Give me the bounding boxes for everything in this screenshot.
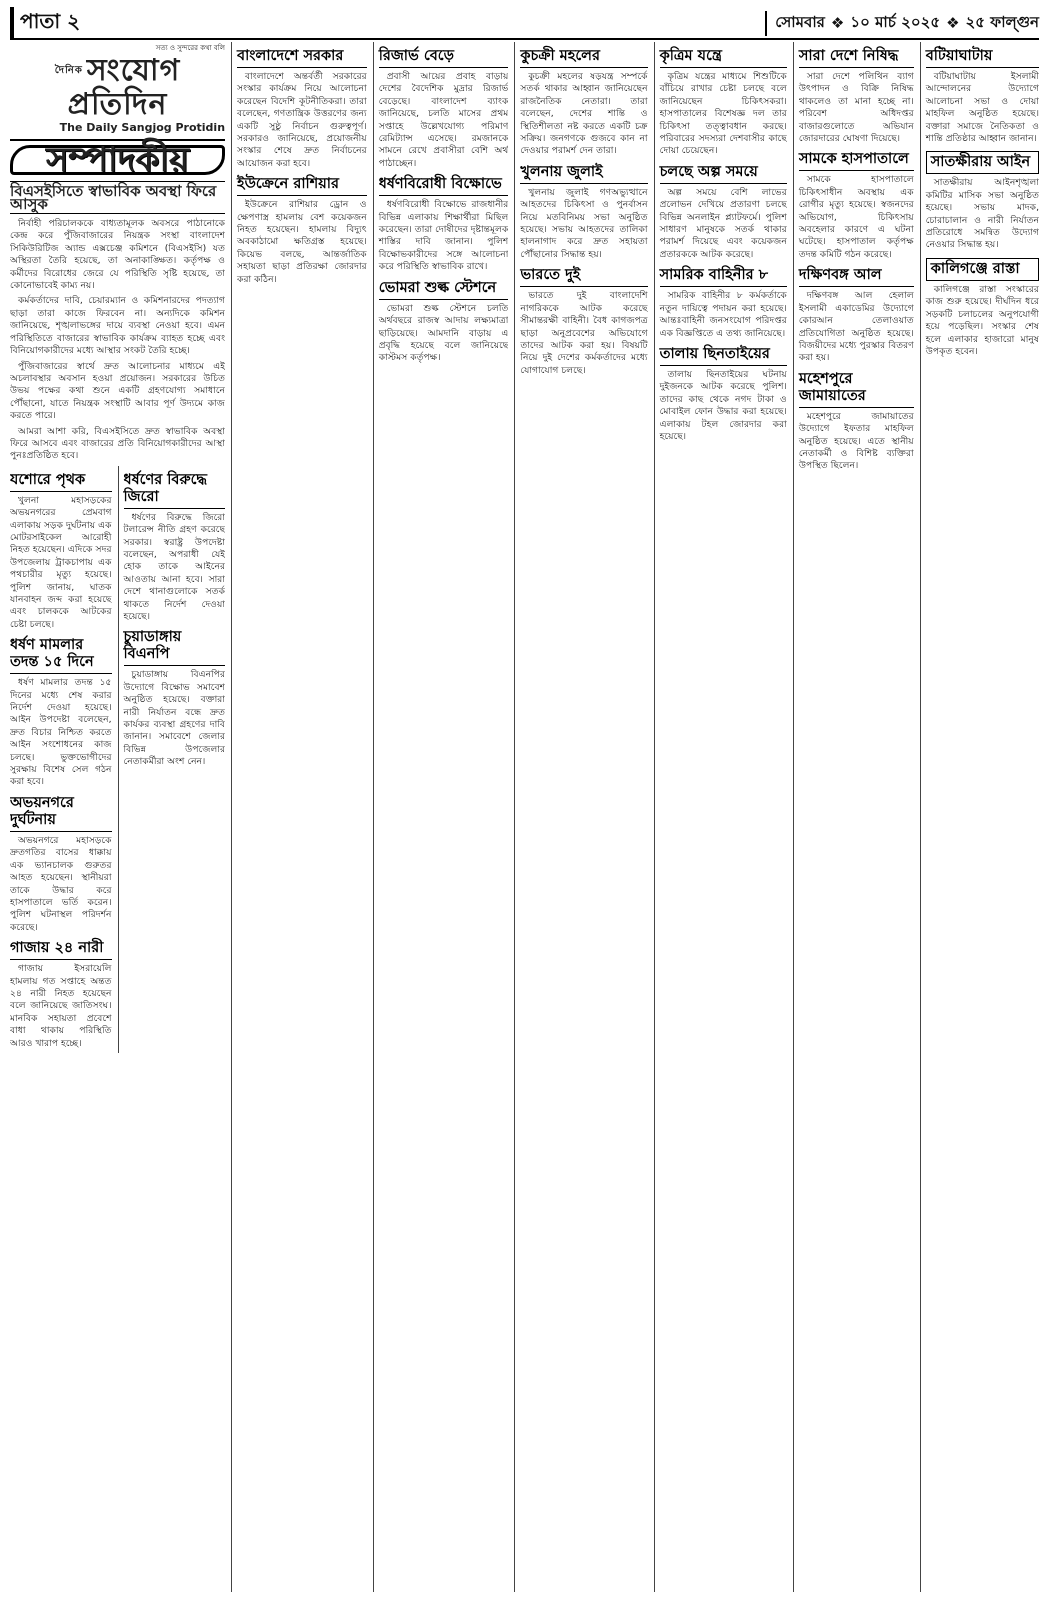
article-headline: সামকে হাসপাতালে <box>799 151 914 171</box>
editorial-paragraph: পুঁজিবাজারের স্বার্থে দ্রুত আলোচনার মাধ্যমে এই অচলাবস্থার অবসান হওয়া প্রয়োজন। সরকারের উচিত উভয় পক্ষের কথা শুনে একটি গ্রহণযোগ্য সমাধানে পৌঁছানো, যাতে নিয়ন্ত্রক সংস্থাটি আবার পূর্ণ উদ্যমে কাজ করতে পারে। <box>10 360 226 422</box>
article-body: সাতক্ষীরায় আইনশৃঙ্খলা কমিটির মাসিক সভা অনুষ্ঠিত হয়েছে। সভায় মাদক, চোরাচালান ও নারী নির্যাতন প্রতিরোধে সমন্বিত উদ্যোগ নেওয়ার সিদ্ধান্ত হয়। <box>925 177 1039 251</box>
date-en: ১০ মার্চ ২০২৫ <box>850 12 941 31</box>
article-headline: রিজার্ভ বেড়ে <box>379 48 509 68</box>
column-6 <box>793 42 914 1592</box>
article-headline: অভয়নগরে দুর্ঘটনায় <box>10 795 112 832</box>
editorial-body <box>10 218 225 463</box>
column-3 <box>373 42 509 1592</box>
column-1 <box>10 42 225 1592</box>
article-body: কৃত্রিম যন্ত্রের মাধ্যমে শিশুটিকে বাঁচিয়ে রাখার চেষ্টা চলছে বলে জানিয়েছেন চিকিৎসকরা। হাসপাতালের বিশেষজ্ঞ দল তার চিকিৎসা তত্ত্বাবধান করছে। পরিবারের সদস্যরা দেশবাসীর কাছে দোয়া চেয়েছেন। <box>659 71 787 157</box>
masthead-prefix: দৈনিক <box>54 65 83 77</box>
article-body: ইউক্রেনে রাশিয়ার ড্রোন ও ক্ষেপণাস্ত্র হামলায় বেশ কয়েকজন নিহত হয়েছেন। হামলায় বিদ্যুৎ অবকাঠামো ক্ষতিগ্রস্ত হয়েছে। কিয়েভ বলছে, আন্তর্জাতিক সহায়তা ছাড়া প্রতিরক্ষা জোরদার করা কঠিন। <box>237 199 367 285</box>
article-headline: বাংলাদেশে সরকার <box>237 48 367 68</box>
article-body: গাজায় ইসরায়েলি হামলায় গত সপ্তাহে অন্তত ২৪ নারী নিহত হয়েছেন বলে জানিয়েছে জাতিসংঘ। মানবিক সহায়তা প্রবেশে বাধা থাকায় পরিস্থিতি আরও খারাপ হচ্ছে। <box>10 963 112 1049</box>
article-body: কালিগঞ্জে রাস্তা সংস্কারের কাজ শুরু হয়েছে। দীর্ঘদিন ধরে সড়কটি চলাচলের অনুপযোগী হয়ে পড়েছিল। সংস্কার শেষ হলে এলাকার হাজারো মানুষ উপকৃত হবেন। <box>925 283 1039 357</box>
article-headline: তালায় ছিনতাইয়ের <box>660 346 787 366</box>
column-7 <box>920 42 1039 1592</box>
column-1-subcolumns <box>10 466 225 1053</box>
article-body: ভোমরা শুল্ক স্টেশনে চলতি অর্থবছরে রাজস্ব আদায় লক্ষ্যমাত্রা ছাড়িয়েছে। আমদানি বাড়ায় এ প্রবৃদ্ধি হয়েছে বলে জানিয়েছে কাস্টমস কর্তৃপক্ষ। <box>378 302 509 364</box>
page-header <box>10 8 1039 40</box>
article-headline: মহেশপুরে জামায়াতের <box>799 371 914 408</box>
article-body: খুলনা মহাসড়কের অভয়নগরের প্রেমবাগ এলাকায় সড়ক দুর্ঘটনায় এক মোটরসাইকেল আরোহী নিহত হয়েছেন। এদিকে সদর উপজেলায় ট্রাকচাপায় এক পথচারীর মৃত্যু হয়েছে। পুলিশ জানায়, ঘাতক যানবাহন জব্দ করা হয়েছে এবং চালককে আটকের চেষ্টা চলছে। <box>10 494 112 630</box>
article-body: খুলনায় জুলাই গণঅভ্যুত্থানে আহতদের চিকিৎসা ও পুনর্বাসন নিয়ে মতবিনিময় সভা অনুষ্ঠিত হয়েছে। সভায় আহতদের তালিকা হালনাগাদ করে দ্রুত সহায়তা পৌঁছানোর সিদ্ধান্ত হয়। <box>520 186 648 260</box>
article-headline: খুলনায় জুলাই <box>520 164 647 184</box>
article-body: ধর্ষণ মামলার তদন্ত ১৫ দিনের মধ্যে শেষ করার নির্দেশ দেওয়া হয়েছে। আইন উপদেষ্টা বলেছেন, দ্রুত বিচার নিশ্চিত করতে আইন সংশোধনের কাজ চলছে। ভুক্তভোগীদের সুরক্ষায় বিশেষ সেল গঠন করা হবে। <box>10 677 112 788</box>
editorial-paragraph: আমরা আশা করি, বিএসইসিতে দ্রুত স্বাভাবিক অবস্থা ফিরে আসবে এবং বাজারের প্রতি বিনিয়োগকারীদের আস্থা পুনঃপ্রতিষ্ঠিত হবে। <box>10 425 226 462</box>
article-headline: কৃত্রিম যন্ত্রে <box>660 48 787 68</box>
article-body: ধর্ষণের বিরুদ্ধে জিরো টলারেন্স নীতি গ্রহণ করেছে সরকার। স্বরাষ্ট্র উপদেষ্টা বলেছেন, অপরাধী যেই হোক তাকে আইনের আওতায় আনা হবে। সারা দেশে থানাগুলোকে সতর্ক থাকতে নির্দেশ দেওয়া হয়েছে। <box>123 511 226 622</box>
article-body: ভারতে দুই বাংলাদেশি নাগরিককে আটক করেছে সীমান্তরক্ষী বাহিনী। বৈধ কাগজপত্র ছাড়া অনুপ্রবেশের অভিযোগে তাদের আটক করা হয়। বিষয়টি নিয়ে দুই দেশের কর্মকর্তাদের মধ্যে যোগাযোগ চলছে। <box>520 290 648 376</box>
article-headline: ইউক্রেনে রাশিয়ার <box>237 176 367 196</box>
article-body: ধর্ষণবিরোধী বিক্ষোভে রাজধানীর বিভিন্ন এলাকায় শিক্ষার্থীরা মিছিল করেছেন। তারা দোষীদের দৃষ্টান্তমূলক শাস্তির দাবি জানান। পুলিশ বিক্ষোভকারীদের সঙ্গে আলোচনা করে পরিস্থিতি স্বাভাবিক রাখে। <box>378 199 509 273</box>
article-body: কুচক্রী মহলের ষড়যন্ত্র সম্পর্কে সতর্ক থাকার আহ্বান জানিয়েছেন রাজনৈতিক নেতারা। তারা বলেছেন, দেশের শান্তি ও স্থিতিশীলতা নষ্ট করতে একটি চক্র সক্রিয়। জনগণকে গুজবে কান না দেওয়ার পরামর্শ দেন তারা। <box>520 71 648 157</box>
editorial-paragraph: কর্মকর্তাদের দাবি, চেয়ারম্যান ও কমিশনারদের পদত্যাগ ছাড়া তারা কাজে ফিরবেন না। অন্যদিকে কমিশন জানিয়েছে, শৃঙ্খলাভঙ্গের দায়ে ব্যবস্থা নেওয়া হবে। এমন পরিস্থিতিতে বাজারের স্বাভাবিক কার্যক্রম ব্যাহত হচ্ছে এবং বিনিয়োগকারীদের মধ্যে আস্থার সংকট তৈরি হচ্ছে। <box>10 295 226 357</box>
editorial-paragraph: নির্বাহী পরিচালককে বাধ্যতামূলক অবসরে পাঠানোকে কেন্দ্র করে পুঁজিবাজারের নিয়ন্ত্রক সংস্থা বাংলাদেশ সিকিউরিটিজ অ্যান্ড এক্সচেঞ্জ কমিশনে (বিএসইসি) যত অস্থিরতা তৈরি হয়েছে, তা অনাকাঙ্ক্ষিত। কর্তৃপক্ষ ও কর্মীদের বিরোধের জেরে যে পরিস্থিতি সৃষ্টি হয়েছে, তা কোনোভাবেই কাম্য নয়। <box>10 218 226 292</box>
masthead-name: সংযোগ প্রতিদিন <box>67 53 181 123</box>
column-2 <box>231 42 367 1592</box>
article-headline: ভারতে দুই <box>520 267 647 287</box>
article-headline: চলছে অল্প সময়ে <box>660 164 787 184</box>
article-headline: ধর্ষণের বিরুদ্ধে জিরো <box>124 472 226 509</box>
masthead-tagline: সত্য ও সুন্দরের কথা বলি <box>155 44 226 52</box>
day: সোমবার <box>775 12 825 31</box>
article-headline: সামরিক বাহিনীর ৮ <box>660 267 787 287</box>
article-body: বাংলাদেশে অন্তর্বর্তী সরকারের সংস্কার কার্যক্রম নিয়ে আলোচনা করেছেন বিদেশি কূটনীতিকরা। তারা বলেছেন, গণতান্ত্রিক উত্তরণের জন্য একটি সুষ্ঠু নির্বাচন গুরুত্বপূর্ণ। সরকারও জানিয়েছে, প্রয়োজনীয় সংস্কার শেষে দ্রুত নির্বাচনের আয়োজন করা হবে। <box>237 71 367 169</box>
article-headline: গাজায় ২৪ নারী <box>10 940 112 960</box>
separator-icon: ❖ <box>946 14 960 32</box>
article-headline: সাতক্ষীরায় আইন <box>926 151 1039 174</box>
article-headline: চুয়াডাঙ্গায় বিএনপি <box>124 629 226 666</box>
article-body: সামকে হাসপাতালে চিকিৎসাধীন অবস্থায় এক রোগীর মৃত্যু হয়েছে। স্বজনদের অভিযোগ, চিকিৎসায় অবহেলার কারণে এ ঘটনা ঘটেছে। হাসপাতাল কর্তৃপক্ষ তদন্ত কমিটি গঠন করেছে। <box>798 174 914 260</box>
article-body: দক্ষিণবঙ্গ আল হেলাল ইসলামী একাডেমির উদ্যোগে কোরআন তেলাওয়াত প্রতিযোগিতা অনুষ্ঠিত হয়েছে। বিজয়ীদের মধ্যে পুরস্কার বিতরণ করা হয়। <box>798 290 914 364</box>
article-headline: ভোমরা শুল্ক স্টেশনে <box>379 280 509 300</box>
masthead <box>10 42 225 141</box>
article-body: সারা দেশে পলিথিন ব্যাগ উৎপাদন ও বিক্রি নিষিদ্ধ থাকলেও তা মানা হচ্ছে না। পরিবেশ অধিদপ্তর বাজারগুলোতে অভিযান জোরদারের ঘোষণা দিয়েছে। <box>798 71 914 145</box>
article-body: বটিয়াঘাটায় ইসলামী আন্দোলনের উদ্যোগে আলোচনা সভা ও দোয়া মাহফিল অনুষ্ঠিত হয়েছে। বক্তারা সমাজে নৈতিকতা ও শান্তি প্রতিষ্ঠার আহ্বান জানান। <box>925 71 1039 145</box>
article-body: চুয়াডাঙ্গায় বিএনপির উদ্যোগে বিক্ষোভ সমাবেশ অনুষ্ঠিত হয়েছে। বক্তারা নারী নির্যাতন বন্ধে দ্রুত কার্যকর ব্যবস্থা গ্রহণের দাবি জানান। সমাবেশে জেলার বিভিন্ন উপজেলার নেতাকর্মীরা অংশ নেন। <box>123 669 226 768</box>
masthead-brand <box>10 54 225 122</box>
article-body: প্রবাসী আয়ের প্রবাহ বাড়ায় দেশের বৈদেশিক মুদ্রার রিজার্ভ বেড়েছে। বাংলাদেশ ব্যাংক জানিয়েছে, চলতি মাসের প্রথম সপ্তাহে উল্লেখযোগ্য পরিমাণ রেমিট্যান্স এসেছে। রমজানকে সামনে রেখে প্রবাসীরা বেশি অর্থ পাঠাচ্ছেন। <box>378 71 509 169</box>
masthead-name-en: The Daily Sangjog Protidin <box>59 121 226 135</box>
editorial-banner: সম্পাদকীয় <box>10 145 225 175</box>
date-bn: ২৫ ফাল্গুন <box>965 12 1039 31</box>
article-headline: ধর্ষণবিরোধী বিক্ষোভে <box>379 176 509 196</box>
subcolumn-right <box>118 466 226 1053</box>
article-body: অল্প সময়ে বেশি লাভের প্রলোভন দেখিয়ে প্রতারণা চলছে বিভিন্ন অনলাইন প্ল্যাটফর্মে। পুলিশ সাধারণ মানুষকে সতর্ক থাকার পরামর্শ দিয়েছে এবং কয়েকজন প্রতারককে আটক করেছে। <box>659 186 787 260</box>
article-headline: সারা দেশে নিষিদ্ধ <box>799 48 914 68</box>
subcolumn-left <box>10 466 112 1053</box>
article-body: অভয়নগরে মহাসড়কে দ্রুতগতির বাসের ধাক্কায় এক ভ্যানচালক গুরুতর আহত হয়েছেন। স্থানীয়রা তাকে উদ্ধার করে হাসপাতালে ভর্তি করেন। পুলিশ ঘটনাস্থল পরিদর্শন করেছে। <box>10 834 112 933</box>
separator-icon: ❖ <box>830 14 845 32</box>
article-headline: ধর্ষণ মামলার তদন্ত ১৫ দিনে <box>10 637 112 674</box>
article-body: সামরিক বাহিনীর ৮ কর্মকর্তাকে নতুন দায়িত্বে পদায়ন করা হয়েছে। আন্তঃবাহিনী জনসংযোগ পরিদপ্তর এক বিজ্ঞপ্তিতে এ তথ্য জানিয়েছে। <box>659 290 787 339</box>
editorial-title: বিএসইসিতে স্বাভাবিক অবস্থা ফিরে আসুক <box>10 181 225 214</box>
article-headline: কুচক্রী মহলের <box>520 48 647 68</box>
dateline <box>765 11 1039 36</box>
column-5 <box>654 42 787 1592</box>
article-body: মহেশপুরে জামায়াতের উদ্যোগে ইফতার মাহফিল অনুষ্ঠিত হয়েছে। এতে স্থানীয় নেতাকর্মী ও বিশিষ্ট ব্যক্তিরা উপস্থিত ছিলেন। <box>798 410 914 472</box>
article-headline: দক্ষিণবঙ্গ আল <box>799 267 914 287</box>
article-headline: বটিয়াঘাটায় <box>926 48 1039 68</box>
article-headline: যশোরে পৃথক <box>10 472 112 492</box>
column-4 <box>514 42 647 1592</box>
article-headline: কালিগঞ্জে রাস্তা <box>926 258 1039 281</box>
article-body: তালায় ছিনতাইয়ের ঘটনায় দুইজনকে আটক করেছে পুলিশ। তাদের কাছ থেকে নগদ টাকা ও মোবাইল ফোন উদ্ধার করা হয়েছে। এলাকায় টহল জোরদার করা হয়েছে। <box>659 368 787 442</box>
page-number: পাতা ২ <box>10 7 80 40</box>
